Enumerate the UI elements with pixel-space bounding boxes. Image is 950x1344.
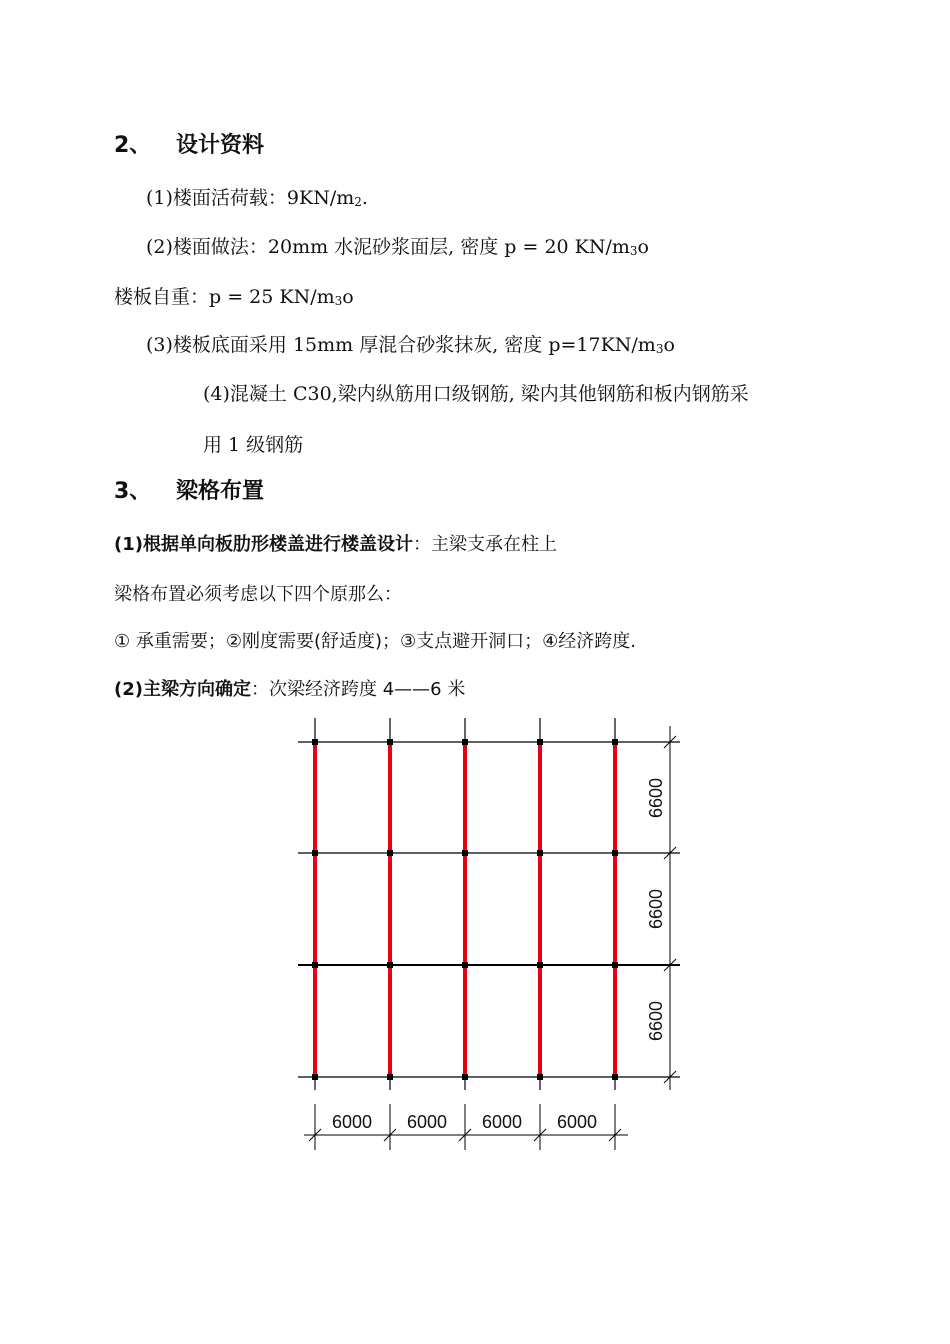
item-3-plaster: [146, 330, 675, 357]
item-1-live-load: [146, 183, 368, 210]
column: [312, 739, 318, 745]
dimension-label-x3: 6000: [481, 1112, 523, 1132]
item-3-tail: o: [663, 334, 675, 356]
beam-grid-figure: [280, 712, 700, 1162]
item-4-line-1: (4)混凝土 C30,梁内纵筋用口级钢筋, 梁内其他钢筋和板内钢筋采: [203, 383, 749, 405]
item-1-sub: 2: [354, 195, 362, 209]
section-2-heading: [114, 128, 264, 159]
section-3-number: 3、: [114, 479, 152, 504]
main-beams: [315, 740, 615, 1079]
item-3-text: (3)楼板底面采用 15mm 厚混合砂浆抹灰, 密度 p=17KN/m: [146, 334, 656, 356]
column: [387, 739, 393, 745]
item-2b-text: 楼板自重：p = 25 KN/m: [114, 286, 335, 308]
item-2b-sub: 3: [334, 294, 343, 308]
item-3-sub: 3: [655, 342, 664, 356]
section-3-title: 梁格布置: [176, 479, 265, 504]
item-1-text: (1)楼面活荷载：9KN/m: [146, 187, 355, 209]
item-2-tail: o: [637, 236, 649, 258]
column: [462, 962, 468, 968]
dimension-label-x4: 6000: [556, 1112, 598, 1132]
paragraph-4: [114, 675, 465, 701]
item-1-tail: .: [361, 187, 368, 209]
column: [537, 1074, 543, 1080]
paragraph-3: ① 承重需要；②刚度需要(舒适度)；③支点避开洞口；④经济跨度.: [114, 631, 637, 652]
paragraph-1-rest: ：主梁支承在柱上: [412, 534, 557, 555]
section-2-number: 2、: [114, 133, 152, 158]
item-2-text: (2)楼面做法：20mm 水泥砂浆面层, 密度 p = 20 KN/m: [146, 236, 630, 258]
column: [312, 962, 318, 968]
column: [612, 1074, 618, 1080]
column: [537, 739, 543, 745]
paragraph-2: 梁格布置必须考虑以下四个原那么：: [114, 584, 402, 605]
column: [387, 1074, 393, 1080]
column: [387, 962, 393, 968]
column: [537, 962, 543, 968]
horizontal-grid-lines: [298, 742, 680, 1077]
item-2b-tail: o: [342, 286, 354, 308]
column: [612, 739, 618, 745]
column: [387, 850, 393, 856]
column: [312, 850, 318, 856]
column: [612, 850, 618, 856]
item-4-line-2: 用 1 级钢筋: [203, 434, 304, 456]
column: [462, 739, 468, 745]
dimension-label-x2: 6000: [406, 1112, 448, 1132]
dimension-label-y3: 6600: [646, 1000, 666, 1042]
column: [537, 850, 543, 856]
dimension-label-x1: 6000: [331, 1112, 373, 1132]
section-3-heading: [114, 474, 264, 505]
column: [612, 962, 618, 968]
dimension-label-y1: 6600: [646, 777, 666, 819]
paragraph-4-bold: (2)主梁方向确定: [114, 679, 251, 700]
paragraph-1: [114, 530, 557, 556]
item-2-slab-weight: [114, 282, 354, 309]
column: [462, 850, 468, 856]
column: [312, 1074, 318, 1080]
column: [462, 1074, 468, 1080]
section-2-title: 设计资料: [176, 133, 265, 158]
item-2-sub: 3: [629, 244, 638, 258]
paragraph-1-bold: (1)根据单向板肋形楼盖进行楼盖设计: [114, 534, 413, 555]
item-2-floor-finish: [146, 232, 649, 259]
dimension-label-y2: 6600: [646, 888, 666, 930]
paragraph-4-rest: ：次梁经济跨度 4——6 米: [250, 679, 466, 700]
